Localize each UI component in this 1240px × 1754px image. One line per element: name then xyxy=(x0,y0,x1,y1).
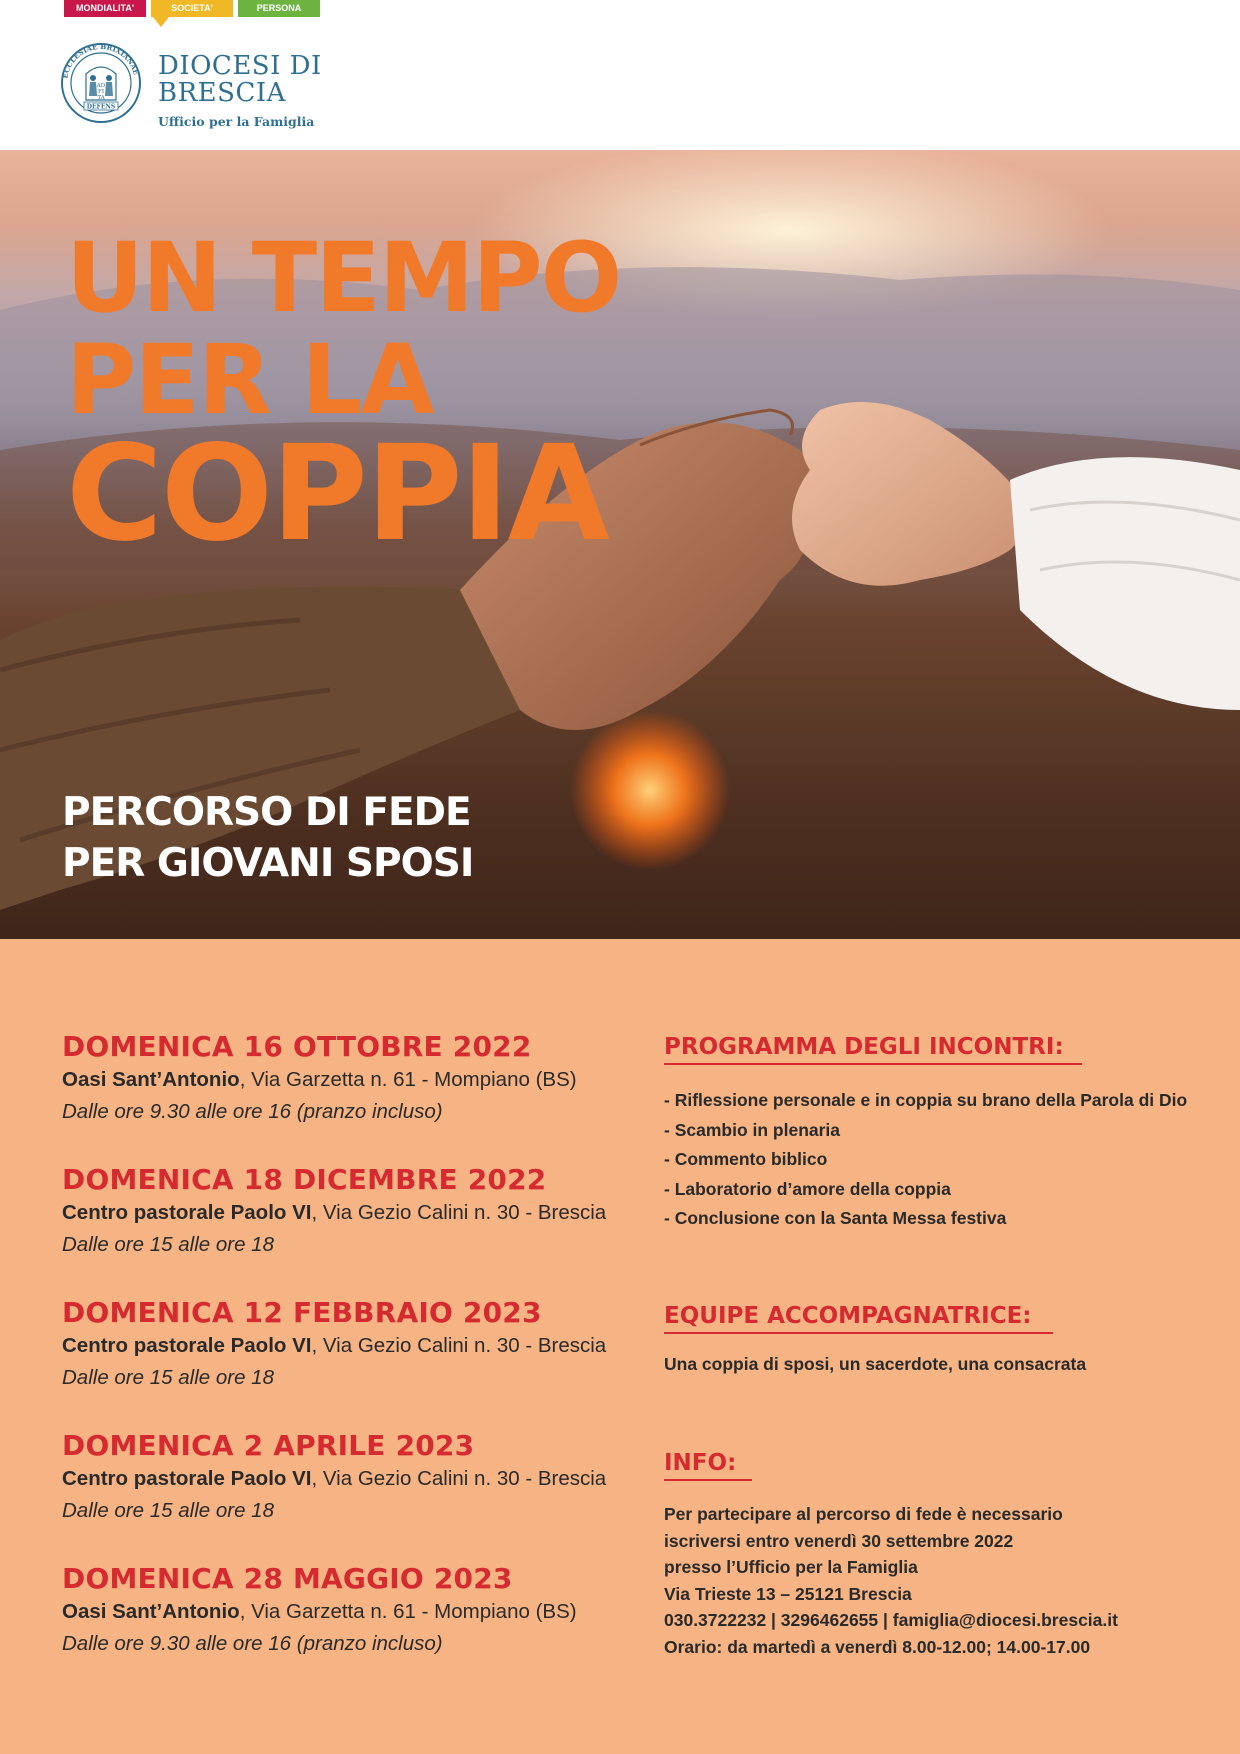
event-time: Dalle ore 15 alle ore 18 xyxy=(62,1233,274,1256)
programma-list xyxy=(664,1086,1187,1234)
poster-title-line3: COPPIA xyxy=(66,417,608,571)
list-item: - Conclusione con la Santa Messa festiva xyxy=(664,1208,1007,1228)
event-date: DOMENICA 18 DICEMBRE 2022 xyxy=(62,1163,547,1196)
event-time: Dalle ore 9.30 alle ore 16 (pranzo incluso) xyxy=(62,1632,443,1655)
equipe-heading: EQUIPE ACCOMPAGNATRICE: xyxy=(664,1303,1032,1329)
event-place xyxy=(62,1600,662,1624)
event-venue: Centro pastorale Paolo VI xyxy=(62,1201,312,1224)
poster-subtitle-line1: PERCORSO DI FEDE xyxy=(62,790,471,835)
event-place xyxy=(62,1334,662,1358)
hero-photo xyxy=(0,150,1240,939)
seal-inner-text-2: FI xyxy=(98,89,104,95)
info-block xyxy=(664,1501,1118,1660)
org-subtitle: Ufficio per la Famiglia xyxy=(158,114,315,129)
event-place xyxy=(62,1467,662,1491)
seal-inner-text-1: AD xyxy=(96,83,106,89)
event-item xyxy=(62,1031,662,1124)
event-date: DOMENICA 12 FEBBRAIO 2023 xyxy=(62,1296,542,1329)
equipe-text: Una coppia di sposi, un sacerdote, una consacrata xyxy=(664,1354,1087,1374)
info-line: Via Trieste 13 – 25121 Brescia xyxy=(664,1583,912,1604)
info-hours: Orario: da martedì a venerdì 8.00-12.00; 14.00-17.00 xyxy=(664,1636,1091,1657)
event-venue: Oasi Sant’Antonio xyxy=(62,1068,240,1091)
event-place xyxy=(62,1068,662,1092)
event-address: , Via Garzetta n. 61 - Mompiano (BS) xyxy=(239,1600,577,1623)
seal-bottom-text: DEFENS xyxy=(86,103,116,111)
event-venue: Centro pastorale Paolo VI xyxy=(62,1467,312,1490)
event-place xyxy=(62,1201,662,1225)
info-line: iscriversi entro venerdì 30 settembre 2022 xyxy=(664,1530,1014,1551)
event-address: , Via Garzetta n. 61 - Mompiano (BS) xyxy=(239,1068,577,1091)
diocese-seal-logo xyxy=(60,40,142,126)
poster-title-line1: UN TEMPO xyxy=(66,222,621,334)
poster-subtitle-line2: PER GIOVANI SPOSI xyxy=(62,841,474,886)
event-date: DOMENICA 16 OTTOBRE 2022 xyxy=(62,1030,532,1063)
tag-mondialita: MONDIALITA' xyxy=(64,0,146,17)
event-address: , Via Gezio Calini n. 30 - Brescia xyxy=(311,1467,607,1490)
info-line: presso l’Ufficio per la Famiglia xyxy=(664,1557,918,1577)
equipe-underline xyxy=(664,1332,1053,1334)
info-contacts: 030.3722232 | 3296462655 | famiglia@diocesi.brescia.it xyxy=(664,1610,1118,1630)
info-underline xyxy=(664,1479,752,1481)
event-venue: Centro pastorale Paolo VI xyxy=(62,1334,312,1357)
info-heading: INFO: xyxy=(664,1450,737,1476)
list-item: - Laboratorio d’amore della coppia xyxy=(664,1178,951,1199)
list-item: - Riflessione personale e in coppia su brano della Parola di Dio xyxy=(664,1090,1188,1110)
event-item xyxy=(62,1164,662,1257)
event-date: DOMENICA 28 MAGGIO 2023 xyxy=(62,1562,513,1595)
event-time: Dalle ore 15 alle ore 18 xyxy=(62,1499,274,1522)
event-date: DOMENICA 2 APRILE 2023 xyxy=(62,1429,475,1462)
tag-persona: PERSONA xyxy=(238,0,320,17)
seal-inner-text-3: TA xyxy=(97,95,105,101)
org-name-line1: DIOCESI DI xyxy=(158,51,322,81)
programma-heading: PROGRAMMA DEGLI INCONTRI: xyxy=(664,1034,1064,1060)
event-item xyxy=(62,1430,662,1523)
list-item: - Commento biblico xyxy=(664,1149,828,1169)
programma-underline xyxy=(664,1063,1082,1065)
event-time: Dalle ore 9.30 alle ore 16 (pranzo incluso) xyxy=(62,1100,443,1123)
event-item xyxy=(62,1563,662,1656)
seal-ring-text: ECCLESIAE BRIXIANAE xyxy=(60,41,141,80)
event-time: Dalle ore 15 alle ore 18 xyxy=(62,1366,274,1389)
poster-title-line2: PER LA xyxy=(66,324,433,436)
event-address: , Via Gezio Calini n. 30 - Brescia xyxy=(311,1334,607,1357)
event-item xyxy=(62,1297,662,1390)
tag-societa: SOCIETA' xyxy=(151,0,233,17)
list-item: - Scambio in plenaria xyxy=(664,1119,841,1140)
event-address: , Via Gezio Calini n. 30 - Brescia xyxy=(311,1201,607,1224)
org-name-line2: BRESCIA xyxy=(158,78,286,108)
event-venue: Oasi Sant’Antonio xyxy=(62,1600,240,1623)
info-line: Per partecipare al percorso di fede è necessario xyxy=(664,1504,1063,1524)
